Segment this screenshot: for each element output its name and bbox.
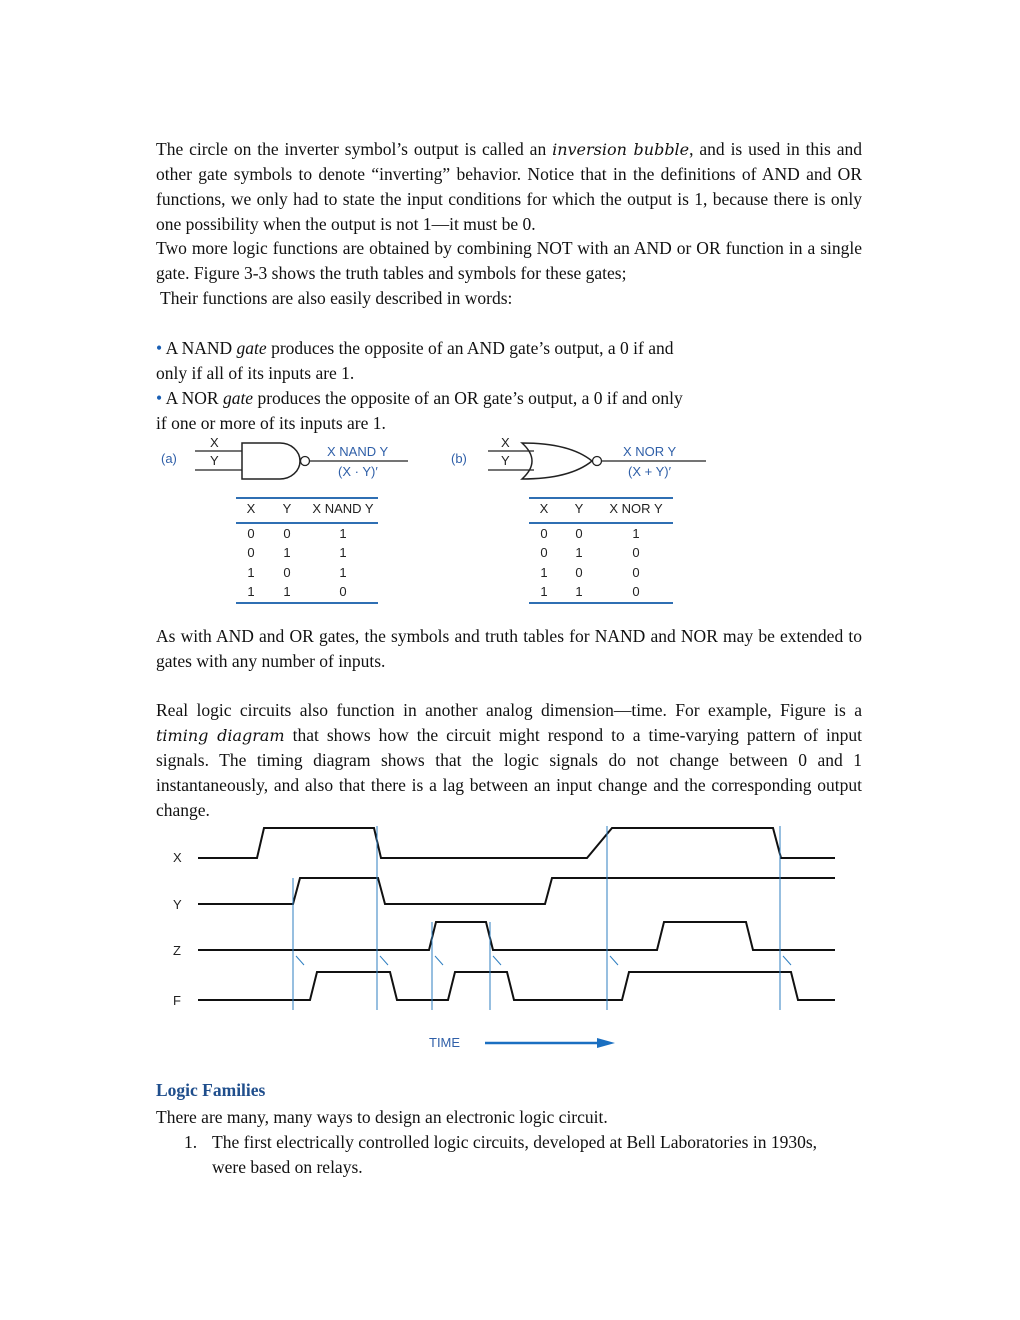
delay-arrow — [493, 956, 501, 965]
text-span: , and is used in this and other gate symbols to denote “inverting” behavior. Notice that in the definitions of AND and OR functions, we only had to state the input conditions for which the output is 1, because there is only one possibility when the output is not 1—it must be 0. — [156, 139, 863, 234]
bullet-nand — [156, 336, 862, 386]
table-row — [529, 582, 673, 603]
delay-arrow — [610, 956, 618, 965]
list-item — [184, 1130, 874, 1180]
section-heading-logic-families: Logic Families — [156, 1080, 266, 1100]
table-row — [236, 582, 378, 603]
nor-output-label: X NOR Y — [623, 444, 677, 459]
delay-arrow — [435, 956, 443, 965]
table-cell: 1 — [575, 545, 583, 561]
paragraph-described-in-words: Their functions are also easily described in words: — [156, 288, 513, 308]
table-cell: 1 — [283, 584, 291, 600]
table-cell: 1 — [540, 584, 548, 600]
nand-input-x-label: X — [210, 435, 219, 450]
table-header: X NAND Y — [312, 501, 374, 517]
delay-arrow — [380, 956, 388, 965]
table-header: Y — [574, 501, 584, 517]
table-cell: 0 — [540, 525, 548, 541]
text-span: were based on relays. — [212, 1157, 363, 1177]
list-number: 1. — [184, 1132, 198, 1152]
logic-families-list — [184, 1130, 874, 1180]
nand-gate-body — [242, 443, 300, 479]
table-row — [236, 543, 378, 563]
table-header: Y — [282, 501, 292, 517]
table-header: X — [539, 501, 549, 517]
table-cell: 1 — [339, 564, 347, 580]
nor-inversion-bubble — [593, 457, 602, 466]
table-cell: 0 — [283, 564, 291, 580]
term-inversion-bubble: inversion bubble — [552, 140, 690, 159]
table-cell: 1 — [575, 584, 583, 600]
nor-input-x-label: X — [501, 435, 510, 450]
text-span: only if all of its inputs are 1. — [156, 363, 355, 383]
table-row — [236, 563, 378, 583]
table-row — [529, 543, 673, 563]
term-timing-diagram: timing diagram — [156, 726, 285, 745]
text-span: The circle on the inverter symbol’s output is called an — [156, 139, 547, 159]
table-cell: 1 — [632, 525, 640, 541]
time-arrow-icon — [597, 1038, 615, 1048]
table-cell: 0 — [575, 564, 583, 580]
table-cell: 1 — [247, 564, 255, 580]
table-cell: 0 — [632, 584, 640, 600]
bullet-dot: • — [156, 388, 163, 408]
delay-arrow — [296, 956, 304, 965]
paragraph-timing-diagram — [156, 698, 862, 823]
text-span: A NOR — [165, 388, 219, 408]
bullet-list — [156, 336, 862, 436]
term-gate: gate — [222, 388, 254, 408]
paragraph-nand-nor-intro: Two more logic functions are obtained by combining NOT with an AND or OR function in a single gate. Figure 3-3 shows the truth tables and symbols for these gates; — [156, 238, 862, 283]
nor-tag: (b) — [451, 451, 467, 466]
signal-label-f: F — [173, 993, 181, 1008]
table-cell: 0 — [632, 564, 640, 580]
trace-z — [198, 922, 835, 950]
delay-arrows — [296, 956, 791, 965]
timing-diagram — [150, 818, 850, 1058]
table-row — [529, 523, 673, 544]
text-span: produces the opposite of an OR gate’s output, a 0 if and only — [257, 388, 683, 408]
signal-label-y: Y — [173, 897, 182, 912]
text-span: that shows how the circuit might respond to a time-varying pattern of input signals. The timing diagram shows that the logic signals do not change between 0 and 1 instantaneously, and also that there is a lag between an input change and the corresponding output change. — [156, 725, 863, 820]
nor-input-y-label: Y — [501, 453, 510, 468]
nand-input-y-label: Y — [210, 453, 219, 468]
table-cell: 1 — [540, 564, 548, 580]
nor-truth-table — [529, 497, 673, 604]
text-span: A NAND — [165, 338, 233, 358]
table-cell: 1 — [247, 584, 255, 600]
signal-label-z: Z — [173, 943, 181, 958]
table-cell: 1 — [339, 525, 347, 541]
table-cell: 1 — [339, 545, 347, 561]
text-span: The first electrically controlled logic circuits, developed at Bell Laboratories in 1930s, — [212, 1132, 818, 1152]
text-span: produces the opposite of an AND gate’s output, a 0 if and — [271, 338, 674, 358]
table-cell: 0 — [540, 545, 548, 561]
table-row — [529, 563, 673, 583]
nand-inversion-bubble — [301, 457, 310, 466]
trace-f — [198, 972, 835, 1000]
table-header: X NOR Y — [609, 501, 663, 517]
bullet-dot: • — [156, 338, 163, 358]
table-cell: 0 — [283, 525, 291, 541]
nand-truth-table — [236, 497, 378, 604]
table-cell: 0 — [247, 525, 255, 541]
nor-gate-body — [522, 443, 592, 479]
table-cell: 0 — [632, 545, 640, 561]
table-cell: 0 — [575, 525, 583, 541]
table-header: X — [246, 501, 256, 517]
table-cell: 0 — [247, 545, 255, 561]
nor-output-expression: (X + Y)′ — [628, 464, 672, 479]
logic-families-intro: There are many, many ways to design an electronic logic circuit. — [156, 1107, 608, 1127]
signal-label-x: X — [173, 850, 182, 865]
table-cell: 0 — [339, 584, 347, 600]
time-axis-label: TIME — [429, 1035, 461, 1050]
delay-arrow — [783, 956, 791, 965]
trace-y — [198, 878, 835, 904]
text-span: if one or more of its inputs are 1. — [156, 413, 386, 433]
table-row — [236, 523, 378, 544]
text-span: Real logic circuits also function in another analog dimension—time. For example, Figure is a — [156, 700, 862, 720]
nand-output-expression: (X · Y)′ — [338, 464, 378, 479]
nand-output-label: X NAND Y — [327, 444, 389, 459]
term-gate: gate — [236, 338, 267, 358]
transition-markers — [293, 826, 780, 1010]
paragraph-inversion-bubble — [156, 137, 862, 237]
nand-tag: (a) — [161, 451, 177, 466]
table-cell: 1 — [283, 545, 291, 561]
paragraph-nand-nor-extended: As with AND and OR gates, the symbols and truth tables for NAND and NOR may be extended to gates with any number of inputs. — [156, 626, 862, 671]
trace-x — [198, 828, 835, 858]
bullet-nor — [156, 386, 862, 436]
